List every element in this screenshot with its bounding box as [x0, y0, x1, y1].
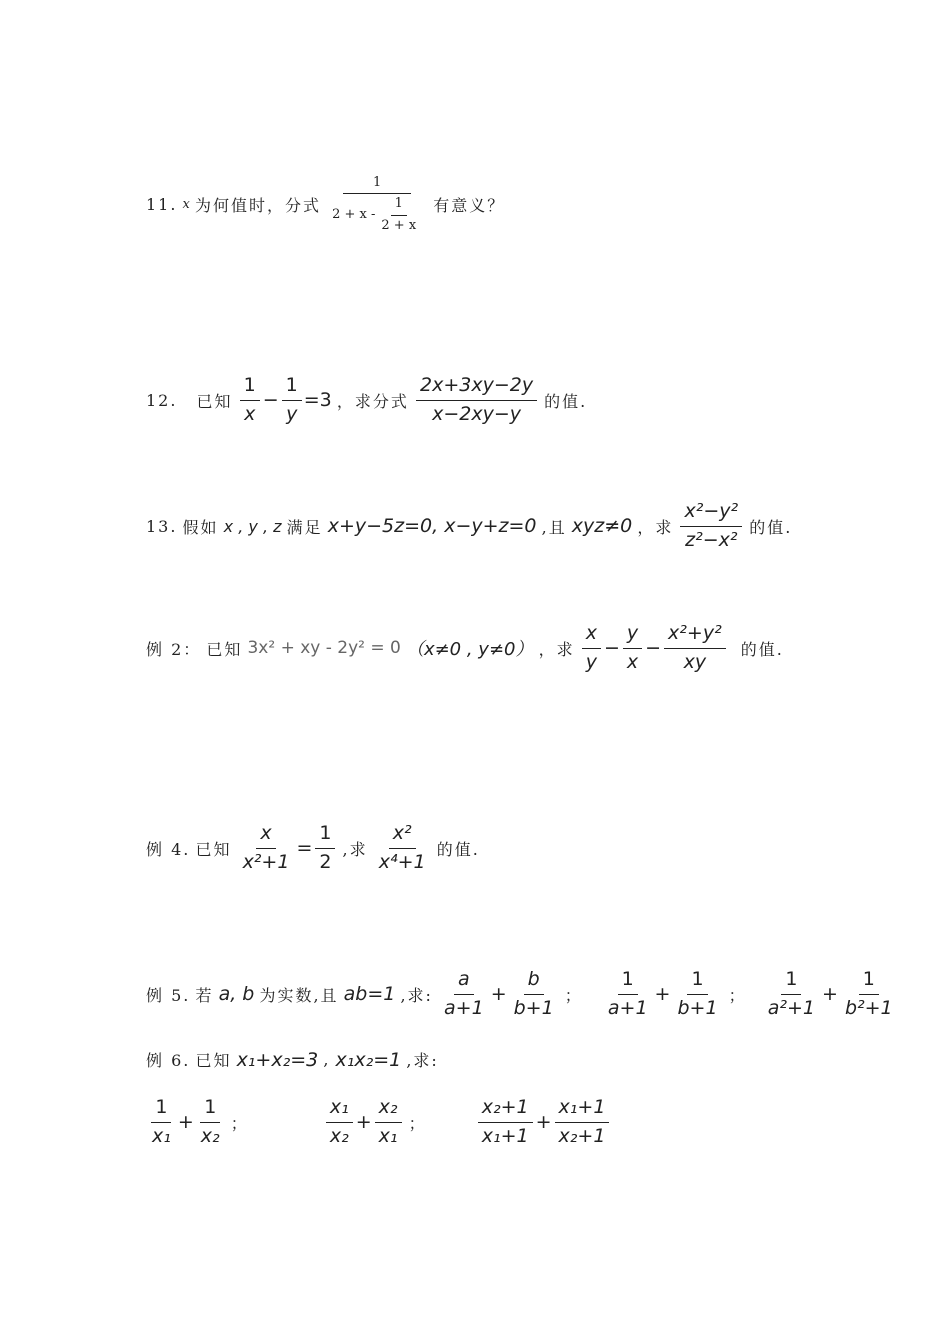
variables: a, b: [218, 983, 255, 1006]
problem-text: ，求: [637, 517, 674, 537]
problem-text: ,求:: [400, 985, 433, 1005]
numerator: x₁: [326, 1096, 353, 1123]
numerator: 1: [315, 822, 335, 849]
plus-sign: +: [355, 1111, 372, 1134]
minus-sign: −: [603, 637, 620, 660]
expr3-fraction-a: [764, 968, 819, 1021]
inner-numerator: 1: [391, 196, 407, 215]
numerator: x₂: [375, 1096, 402, 1123]
e1-fraction-b: [197, 1096, 224, 1149]
problem-text: ，求分式: [336, 391, 409, 411]
denominator: b²+1: [844, 996, 893, 1019]
denominator: 2: [319, 850, 332, 873]
denominator: b+1: [513, 996, 554, 1019]
numerator: x: [256, 822, 275, 849]
expr1-fraction-a: [440, 968, 488, 1021]
numerator: x: [582, 622, 601, 649]
numerator: 2x+3xy−2y: [416, 374, 537, 401]
minus-sign: −: [645, 637, 662, 660]
half-fraction: [315, 822, 335, 875]
denominator: x₁+1: [481, 1124, 529, 1147]
separator: ；: [728, 985, 747, 1005]
problem-number: 13.: [146, 516, 178, 536]
numerator: x₂+1: [478, 1096, 533, 1123]
inner-denominator: 2 + x: [381, 217, 417, 233]
given-fraction-b: [282, 374, 302, 427]
problem-text: 若: [195, 985, 214, 1005]
problem-text-end: 有意义？: [433, 195, 506, 215]
plus-sign: +: [535, 1111, 552, 1134]
fraction-2: [623, 622, 642, 675]
e1-fraction-a: [148, 1096, 175, 1149]
problem-text: 为何值时，分式: [194, 195, 321, 215]
problem-text: ,求:: [406, 1051, 439, 1070]
numerator: 1: [859, 968, 879, 995]
problem-text-end: 的值.: [544, 391, 588, 411]
denominator: x₁: [152, 1124, 171, 1147]
problem-text: 为实数,且: [259, 985, 339, 1005]
target-fraction: [375, 822, 430, 875]
expr1-fraction-b: [510, 968, 558, 1021]
problem-text: ,且: [541, 517, 567, 537]
problem-text: 已知: [195, 1051, 232, 1070]
variable-x: x: [182, 196, 190, 212]
inner-fraction: [377, 196, 420, 234]
problem-number: 12.: [146, 390, 178, 410]
complex-fraction: [328, 175, 426, 234]
example-label: 例 5.: [146, 985, 191, 1005]
equation-rhs: =3: [303, 389, 332, 412]
example-label: 例 2：: [146, 639, 202, 659]
denominator: b+1: [677, 996, 718, 1019]
denominator: x²+1: [242, 850, 290, 873]
condition: ab=1: [343, 983, 396, 1006]
given-fraction: [239, 822, 294, 875]
denominator: x₂: [200, 1124, 220, 1147]
example-4: [146, 822, 480, 875]
expr3-fraction-b: [841, 968, 897, 1021]
problem-text: 已知: [196, 391, 233, 411]
e3-fraction-b: [555, 1096, 610, 1149]
numerator: x²+y²: [664, 622, 726, 649]
plus-sign: +: [490, 983, 507, 1006]
numerator: 1: [781, 968, 801, 995]
plus-sign: +: [177, 1111, 194, 1134]
separator: ；: [564, 985, 583, 1005]
e2-fraction-b: [375, 1096, 402, 1149]
separator: ；: [230, 1113, 249, 1133]
denominator: x₂: [329, 1124, 349, 1147]
target-fraction: [416, 374, 537, 427]
denominator: a+1: [444, 996, 484, 1019]
variables: x , y , z: [223, 516, 282, 536]
expr2-fraction-b: [673, 968, 721, 1021]
problem-number: 11.: [146, 194, 178, 214]
condition: 3x² + xy - 2y² = 0: [247, 638, 401, 659]
denominator: x−2xy−y: [432, 402, 521, 425]
numerator: 1: [200, 1096, 220, 1123]
denominator: a+1: [607, 996, 648, 1019]
condition-2: xyz≠0: [571, 515, 633, 538]
given-fraction-a: [240, 374, 260, 427]
e2-fraction-a: [326, 1096, 353, 1149]
problem-text: 假如: [182, 517, 219, 537]
separator: ；: [408, 1113, 427, 1133]
denominator: x: [626, 650, 639, 673]
denominator: x: [244, 402, 256, 425]
numerator: 1: [151, 1096, 171, 1123]
problem-text-end: 的值.: [749, 517, 793, 537]
condition: x+y−5z=0, x−y+z=0: [327, 515, 537, 538]
fraction-denominator: [328, 194, 426, 234]
example-5: [146, 968, 899, 1021]
numerator: a: [454, 968, 474, 995]
denominator: x⁴+1: [378, 850, 426, 873]
condition-1: x₁+x₂=3: [236, 1048, 319, 1071]
example-2: [146, 622, 784, 675]
problem-text-end: 的值.: [436, 839, 480, 859]
fraction-3: [664, 622, 726, 675]
condition-2: x₁x₂=1: [335, 1048, 402, 1071]
problem-text: 满足: [286, 517, 323, 537]
problem-text: 已知: [195, 839, 232, 859]
denominator: z²−x²: [685, 528, 738, 551]
problem-11: [146, 175, 505, 234]
numerator: x²: [389, 822, 416, 849]
denominator: xy: [683, 650, 707, 673]
example-label: 例 6.: [146, 1051, 191, 1070]
numerator: x₁+1: [555, 1096, 610, 1123]
expr2-fraction-a: [604, 968, 652, 1021]
problem-text-end: 的值.: [740, 639, 784, 659]
example-6-expressions: [146, 1096, 611, 1149]
numerator: 1: [618, 968, 638, 995]
fraction-numerator: 1: [343, 175, 411, 194]
numerator: 1: [687, 968, 707, 995]
denominator: y: [286, 402, 298, 425]
example-label: 例 4.: [146, 839, 191, 859]
equals-sign: =: [296, 837, 313, 860]
fraction-1: [582, 622, 601, 675]
denominator: y: [585, 650, 597, 673]
plus-sign: +: [654, 983, 671, 1006]
plus-sign: +: [822, 983, 838, 1006]
denominator-prefix: 2 + x -: [332, 206, 376, 222]
denominator: x₂+1: [558, 1124, 606, 1147]
example-6: [146, 1048, 439, 1071]
problem-13: [146, 500, 792, 553]
problem-text: 已知: [206, 639, 243, 659]
denominator: a²+1: [767, 996, 816, 1019]
numerator: 1: [282, 374, 302, 401]
numerator: y: [623, 622, 642, 649]
comma: ,: [323, 1050, 331, 1069]
numerator: b: [524, 968, 544, 995]
problem-text: ,求: [342, 839, 368, 859]
problem-12: [146, 374, 587, 427]
denominator: x₁: [378, 1124, 398, 1147]
target-fraction: [680, 500, 742, 553]
problem-text: ，求: [538, 639, 575, 659]
numerator: x²−y²: [680, 500, 742, 527]
e3-fraction-a: [478, 1096, 533, 1149]
condition-paren: （x≠0 , y≠0）: [405, 639, 534, 661]
numerator: 1: [240, 374, 260, 401]
minus-sign: −: [262, 389, 279, 412]
